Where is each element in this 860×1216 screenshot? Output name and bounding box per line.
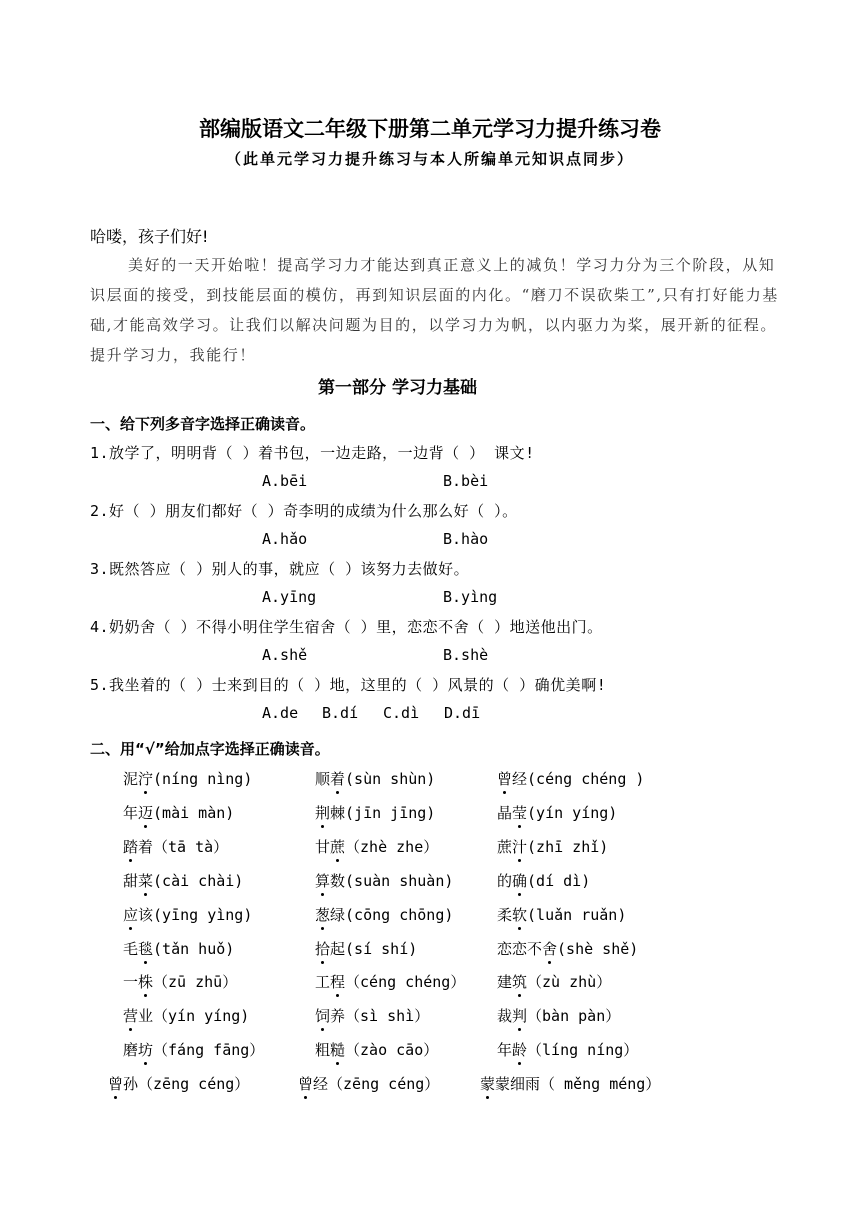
dotted-character: 蔗 — [330, 837, 346, 856]
dotted-character: 迈 — [138, 803, 154, 822]
word-suffix-and-pinyin: （bàn pàn） — [527, 1007, 621, 1026]
dotted-character: 曾 — [108, 1075, 124, 1094]
greeting: 哈喽，孩子们好! — [90, 227, 209, 246]
dotted-character: 踏 — [123, 837, 139, 856]
word-suffix-and-pinyin: （céng chéng） — [345, 973, 466, 992]
dotted-character: 营 — [123, 1007, 139, 1026]
word-prefix: 工 — [315, 973, 331, 992]
pinyin-item — [497, 1005, 620, 1026]
question-1: 1.放学了，明明背（ ）着书包，一边走路，一边背（ ） 课文! — [90, 444, 535, 462]
word-suffix-and-pinyin: 养（sì shì） — [330, 1007, 430, 1026]
word-suffix-and-pinyin: （fáng fāng） — [153, 1041, 265, 1060]
dotted-character: 饲 — [315, 1007, 331, 1026]
dotted-character: 确 — [512, 871, 528, 890]
pinyin-item — [480, 1073, 660, 1094]
question-3: 3.既然答应（ ）别人的事，就应（ ）该努力去做好。 — [90, 560, 470, 578]
pinyin-item — [123, 938, 234, 959]
section-heading: 二、用“√”给加点字选择正确读音。 — [90, 740, 330, 758]
word-suffix-and-pinyin: 数(suàn shuàn) — [330, 871, 454, 890]
word-suffix-and-pinyin: （líng níng） — [527, 1041, 639, 1060]
word-suffix-and-pinyin: (yín yíng) — [527, 803, 618, 822]
word-prefix: 年 — [123, 803, 139, 822]
dotted-character: 着 — [330, 770, 346, 788]
pinyin-item — [298, 1073, 439, 1094]
word-prefix: 甘 — [315, 837, 331, 856]
part-title: 第一部分 学习力基础 — [318, 378, 477, 398]
word-prefix: 磨 — [123, 1041, 139, 1060]
word-suffix-and-pinyin: 蒙细雨（ měng méng） — [495, 1075, 661, 1094]
word-suffix-and-pinyin: (zhī zhǐ) — [527, 837, 609, 856]
dotted-character: 筑 — [512, 973, 528, 992]
document-subtitle: （此单元学习力提升练习与本人所编单元知识点同步） — [225, 150, 634, 168]
word-suffix-and-pinyin: (sùn shùn) — [345, 770, 436, 788]
word-suffix-and-pinyin: 该(yīng yìng) — [138, 905, 253, 924]
pinyin-item — [315, 1005, 429, 1026]
word-suffix-and-pinyin: (níng nìng) — [153, 770, 253, 788]
dotted-character: 曾 — [298, 1075, 314, 1094]
section-heading: 一、给下列多音字选择正确读音。 — [90, 415, 316, 433]
word-suffix-and-pinyin: (tǎn huǒ) — [153, 939, 235, 958]
intro-paragraph — [90, 250, 780, 370]
option-d: D.dī — [444, 704, 481, 722]
pinyin-item — [123, 802, 234, 823]
dotted-character: 毯 — [138, 939, 154, 958]
word-prefix: 年 — [497, 1041, 513, 1060]
word-prefix: 毛 — [123, 939, 139, 958]
word-suffix-and-pinyin: (dí dì) — [527, 871, 591, 890]
dotted-character: 蒙 — [480, 1075, 496, 1094]
word-suffix-and-pinyin: 业（yín yíng) — [138, 1007, 250, 1026]
pinyin-item — [497, 768, 644, 789]
word-suffix-and-pinyin: (mài màn) — [153, 803, 235, 822]
word-suffix-and-pinyin: (shè shě) — [557, 939, 639, 958]
word-suffix-and-pinyin: 着（tā tà） — [138, 837, 229, 856]
option-b: B.shè — [443, 646, 489, 664]
pinyin-item — [123, 1005, 249, 1026]
dotted-character: 糙 — [330, 1041, 346, 1060]
word-prefix: 裁 — [497, 1007, 513, 1026]
option-a: A.shě — [262, 646, 308, 664]
word-prefix: 柔 — [497, 905, 513, 924]
pinyin-item — [497, 904, 626, 925]
option-b: B.dí — [322, 704, 359, 722]
pinyin-item — [497, 938, 638, 959]
word-suffix-and-pinyin: 孙（zēng céng） — [123, 1075, 250, 1094]
dotted-character: 软 — [512, 905, 528, 924]
pinyin-item — [497, 870, 590, 891]
pinyin-item — [315, 1039, 438, 1060]
option-a: A.bēi — [262, 472, 308, 490]
dotted-character: 泞 — [138, 770, 154, 788]
pinyin-item — [123, 1039, 264, 1060]
pinyin-item — [315, 802, 435, 823]
word-prefix: 晶 — [497, 803, 513, 822]
pinyin-item — [315, 938, 417, 959]
pinyin-item — [123, 836, 228, 857]
pinyin-item — [497, 802, 617, 823]
question-4: 4.奶奶舍（ ）不得小明住学生宿舍（ ）里，恋恋不舍（ ）地送他出门。 — [90, 618, 603, 636]
option-b: B.hào — [443, 530, 489, 548]
pinyin-item — [497, 971, 611, 992]
pinyin-item — [123, 768, 252, 789]
option-a: A.hǎo — [262, 530, 308, 548]
document-title: 部编版语文二年级下册第二单元学习力提升练习卷 — [199, 117, 661, 141]
option-a: A.de — [262, 704, 299, 722]
word-suffix-and-pinyin: （zào cāo） — [345, 1041, 439, 1060]
pinyin-item — [497, 836, 608, 857]
question-5: 5.我坐着的（ ）士来到目的（ ）地，这里的（ ）风景的（ ）确优美啊! — [90, 676, 607, 694]
question-2: 2.好（ ）朋友们都好（ ）奇李明的成绩为什么那么好（ ）。 — [90, 502, 518, 520]
word-suffix-and-pinyin: (luǎn ruǎn) — [527, 905, 627, 924]
dotted-character: 应 — [123, 905, 139, 924]
word-prefix: 蔗 — [497, 837, 513, 856]
word-suffix-and-pinyin: （zù zhù） — [527, 973, 612, 992]
word-prefix: 粗 — [315, 1041, 331, 1060]
word-suffix-and-pinyin: 棘(jīn jīng) — [330, 803, 436, 822]
dotted-character: 曾 — [497, 770, 513, 788]
word-suffix-and-pinyin: （zū zhū） — [153, 973, 238, 992]
option-c: C.dì — [383, 704, 420, 722]
dotted-character: 菜 — [138, 871, 154, 890]
pinyin-item — [123, 971, 237, 992]
dotted-character: 舍 — [542, 939, 558, 958]
pinyin-item — [315, 870, 453, 891]
pinyin-item — [315, 904, 453, 925]
word-suffix-and-pinyin: (cài chài) — [153, 871, 244, 890]
option-b: B.bèi — [443, 472, 489, 490]
pinyin-item — [108, 1073, 249, 1094]
pinyin-item — [123, 870, 243, 891]
word-prefix: 建 — [497, 973, 513, 992]
dotted-character: 拾 — [315, 939, 331, 958]
dotted-character: 判 — [512, 1007, 528, 1026]
word-prefix: 恋恋不 — [497, 939, 543, 958]
pinyin-item — [497, 1039, 638, 1060]
dotted-character: 坊 — [138, 1041, 154, 1060]
dotted-character: 算 — [315, 871, 331, 890]
word-suffix-and-pinyin: 绿(cōng chōng) — [330, 905, 454, 924]
pinyin-item — [315, 768, 435, 789]
word-suffix-and-pinyin: （zhè zhe） — [345, 837, 439, 856]
word-prefix: 的 — [497, 871, 513, 890]
word-prefix: 顺 — [315, 770, 331, 788]
pinyin-item — [315, 971, 465, 992]
pinyin-item — [315, 836, 438, 857]
word-prefix: 一 — [123, 973, 139, 992]
option-b: B.yìng — [443, 588, 498, 606]
word-suffix-and-pinyin: 起(sí shí) — [330, 939, 418, 958]
option-a: A.yīng — [262, 588, 317, 606]
dotted-character: 葱 — [315, 905, 331, 924]
pinyin-item — [123, 904, 252, 925]
word-prefix: 甜 — [123, 871, 139, 890]
word-suffix-and-pinyin: 经（zēng céng） — [313, 1075, 440, 1094]
dotted-character: 程 — [330, 973, 346, 992]
dotted-character: 汁 — [512, 837, 528, 856]
dotted-character: 莹 — [512, 803, 528, 822]
word-prefix: 泥 — [123, 770, 139, 788]
word-suffix-and-pinyin: 经(céng chéng ) — [512, 770, 645, 788]
dotted-character: 株 — [138, 973, 154, 992]
dotted-character: 龄 — [512, 1041, 528, 1060]
dotted-character: 荆 — [315, 803, 331, 822]
intro-text: 美好的一天开始啦！提高学习力才能达到真正意义上的减负！学习力分为三个阶段，从知识层面的接受，到技能层面的模仿，再到知识层面的内化。“磨刀不误砍柴工”,只有打好能力基础,才能高效学习。让我们以解决问题为目的，以学习力为帆，以内驱力为桨，展开新的征程。提升学习力，我能行！ — [90, 256, 779, 364]
